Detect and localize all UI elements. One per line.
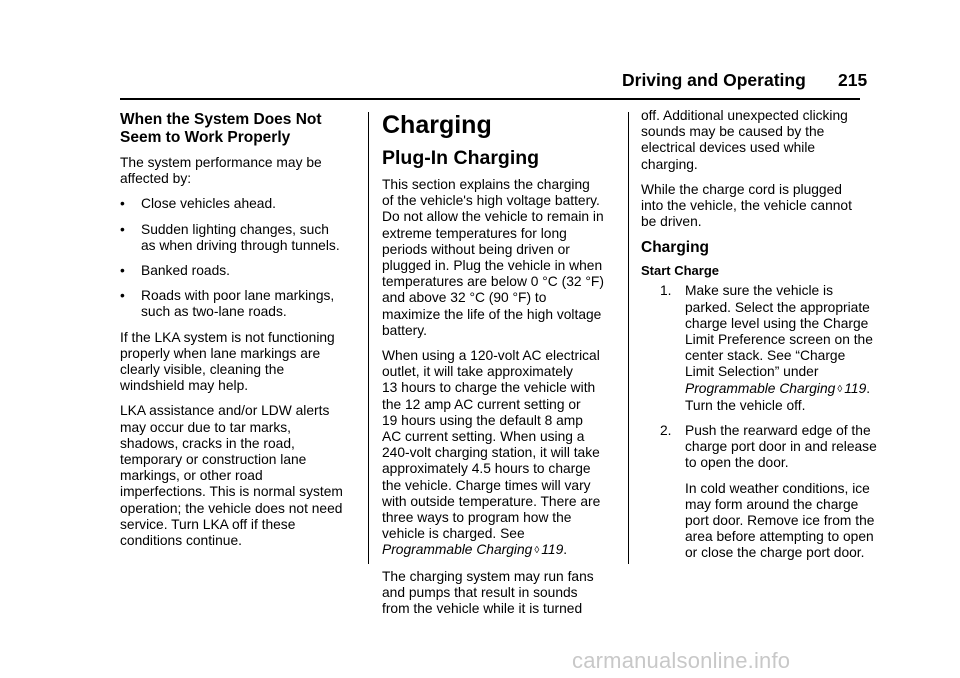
xref-page: 119 — [541, 542, 564, 558]
start-charge-heading: Start Charge — [641, 263, 720, 279]
column-divider — [368, 112, 369, 564]
cross-reference[interactable]: Programmable Charging ◊ 119. — [685, 381, 877, 398]
step-number: 1. — [660, 283, 672, 299]
fans-pumps-paragraph: The charging system may run fans and pumps that result in sounds from the vehicle while it is turned — [382, 568, 594, 617]
bullet-mark: • — [120, 221, 125, 237]
xref-page: 119 — [844, 380, 867, 396]
cord-plugged-paragraph: While the charge cord is plugged into the vehicle, the vehicle cannot be driven. — [641, 181, 852, 230]
clicking-sounds-paragraph: off. Additional unexpected clicking sounds may be caused by the electrical devices used while charging. — [641, 108, 848, 172]
intro-paragraph: The system performance may be affected by: — [120, 155, 322, 187]
column-1 — [120, 108, 356, 558]
xref-title: Programmable Charging — [685, 380, 836, 396]
lka-alerts-paragraph: LKA assistance and/or LDW alerts may occur due to tar marks, shadows, cracks in the road, temporary or construction lane markings, or other road imperfections. This is normal system operation; the vehicle does not need service. Turn LKA off if these conditions continue. — [120, 403, 343, 549]
header-section-title: Driving and Operating — [622, 70, 806, 90]
watermark: carmanualsonline.info — [572, 648, 791, 673]
charge-time-paragraph: When using a 120-volt AC electrical outlet, it will take approximately 13 hours to charge the vehicle with the 12 amp AC current setting or 19 hours using the default 8 amp AC current setting. When using a 240-volt charging station, it will take approximately 4.5 hours to charge the vehicle. Charge times will vary with outside temperature. There are three ways to program how the vehicle is charged. See Programmable Charging ◊ 119. — [382, 348, 618, 560]
system-not-working-heading: When the System Does Not Seem to Work Properly — [120, 111, 322, 146]
list-item: • Sudden lighting changes, such as when driving through tunnels. — [120, 221, 340, 253]
header-page-number: 215 — [838, 70, 868, 90]
page-ref-arrow-icon: ◊ — [837, 383, 843, 395]
chapter-title: Charging — [382, 111, 492, 139]
step-1: 1. Make sure the vehicle is parked. Select the appropriate charge level using the Charge Limit Preference screen on the center stack. See “Charge Limit Selection” under Programmable Charging ◊ 119. Turn the vehicle off. — [641, 283, 877, 414]
column-2 — [382, 108, 618, 626]
cross-reference[interactable]: Programmable Charging ◊ 119. — [382, 542, 618, 559]
list-item: • Roads with poor lane markings, such as two-lane roads. — [120, 288, 335, 320]
list-item: • Banked roads. — [120, 263, 230, 279]
bullet-mark: • — [120, 196, 125, 212]
column-3 — [641, 108, 877, 571]
lka-cleaning-paragraph: If the LKA system is not functioning properly when lane markings are clearly visible, cleaning the windshield may help. — [120, 329, 335, 394]
section-title: Plug-In Charging — [382, 147, 540, 169]
step-number: 2. — [660, 423, 672, 439]
step-2: 2. Push the rearward edge of the charge port door in and release to open the door. — [660, 423, 877, 471]
bullet-mark: • — [120, 263, 125, 279]
page-ref-arrow-icon: ◊ — [534, 545, 540, 557]
xref-title: Programmable Charging — [382, 542, 533, 558]
charging-intro-paragraph: This section explains the charging of the vehicle's high voltage battery. Do not allow the vehicle to remain in extreme temperatures for long periods without being driven or plugged in. Plug the vehicle in when temperatures are below 0 °C (32 °F) and above 32 °C (90 °F) to maximize the life of the high voltage battery. — [382, 177, 604, 338]
bullet-mark: • — [120, 288, 125, 304]
charging-subheading: Charging — [641, 239, 710, 257]
step-2-note: In cold weather conditions, ice may form around the charge port door. Remove ice from the area before attempting to open or close the charge port door. — [685, 480, 875, 561]
header-rule — [120, 98, 860, 100]
list-item: • Close vehicles ahead. — [120, 196, 276, 212]
column-divider — [628, 112, 629, 564]
